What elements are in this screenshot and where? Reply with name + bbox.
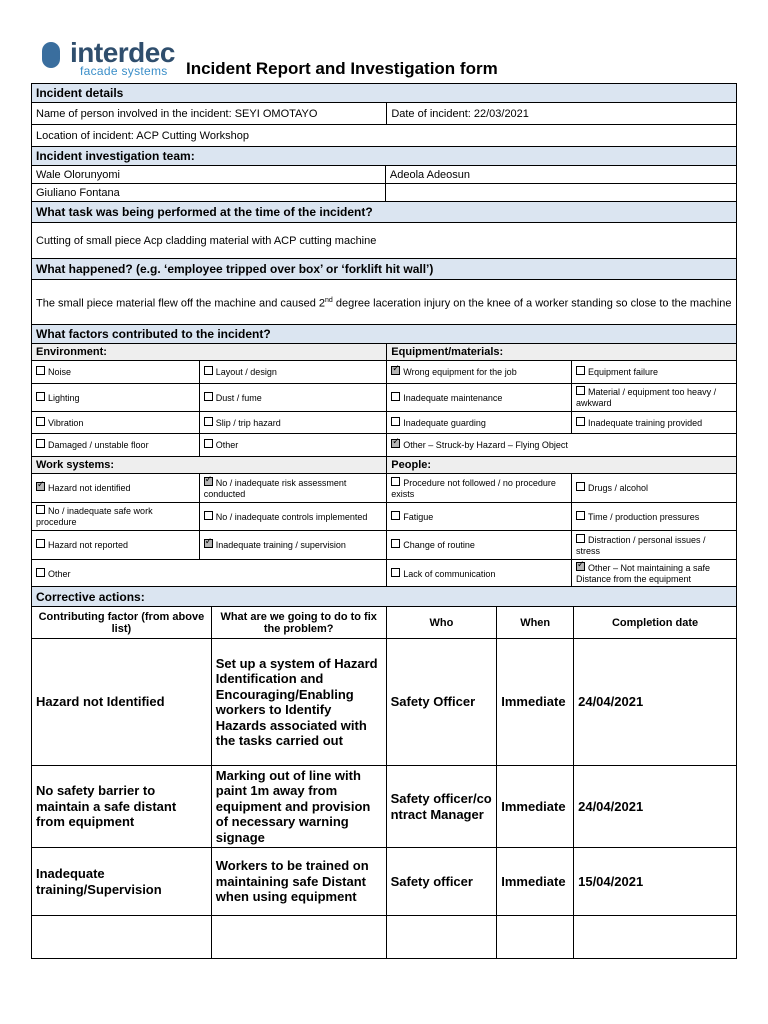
- completion-date: 15/04/2021: [574, 848, 737, 916]
- factor-option-env-other[interactable]: Other: [199, 434, 387, 457]
- factor-option-work-other[interactable]: Other: [32, 560, 387, 588]
- factor-option-inadequate-training[interactable]: Inadequate training provided: [572, 412, 737, 434]
- timing: Immediate: [497, 639, 574, 766]
- column-header: Contributing factor (from above list): [32, 607, 212, 639]
- corrective-actions-table: [31, 586, 737, 959]
- logo-subtitle: facade systems: [80, 64, 168, 78]
- checkbox-icon[interactable]: [204, 511, 213, 520]
- factor-option-wrong-equipment[interactable]: ✓ Wrong equipment for the job: [387, 361, 572, 384]
- checkbox-icon[interactable]: [576, 386, 585, 395]
- completion-date: 24/04/2021: [574, 639, 737, 766]
- factor-option-dust[interactable]: Dust / fume: [199, 384, 387, 412]
- factor-option-vibration[interactable]: Vibration: [32, 412, 200, 434]
- table-row: [32, 766, 737, 848]
- work-systems-heading: Work systems:: [32, 457, 387, 474]
- responsible-person: Safety officer/contract Manager: [386, 766, 497, 848]
- factor-option-safe-work-procedure[interactable]: No / inadequate safe work procedure: [32, 503, 200, 531]
- contributing-factor: No safety barrier to maintain a safe distant from equipment: [32, 766, 212, 848]
- incident-date: Date of incident: 22/03/2021: [387, 103, 737, 125]
- equipment-heading: Equipment/materials:: [387, 344, 737, 361]
- factor-option-equipment-other[interactable]: ✓ Other – Struck-by Hazard – Flying Object: [387, 434, 737, 457]
- person-involved: Name of person involved in the incident: SEYI OMOTAYO: [32, 103, 387, 125]
- checkbox-icon[interactable]: [391, 511, 400, 520]
- column-header: What are we going to do to fix the problem?: [211, 607, 386, 639]
- factor-option-inadequate-supervision[interactable]: ✓ Inadequate training / supervision: [199, 531, 387, 560]
- checkbox-icon[interactable]: [576, 482, 585, 491]
- factor-option-controls[interactable]: No / inadequate controls implemented: [199, 503, 387, 531]
- factor-option-noise[interactable]: Noise: [32, 361, 200, 384]
- checkbox-icon[interactable]: [204, 392, 213, 401]
- team-member: Wale Olorunyomi: [32, 166, 386, 184]
- company-logo: [42, 37, 188, 78]
- checked-checkbox-icon[interactable]: [204, 477, 213, 486]
- checkbox-icon[interactable]: [36, 366, 45, 375]
- corrective-heading: Corrective actions:: [32, 587, 737, 607]
- table-row-empty: [32, 916, 737, 959]
- column-header: Completion date: [574, 607, 737, 639]
- factor-option-drugs[interactable]: Drugs / alcohol: [572, 474, 737, 503]
- document-title: Incident Report and Investigation form: [186, 59, 498, 78]
- checkbox-icon[interactable]: [576, 511, 585, 520]
- what-happened-heading: What happened? (e.g. ‘employee tripped over box’ or ‘forklift hit wall’): [32, 259, 737, 280]
- completion-date: 24/04/2021: [574, 766, 737, 848]
- checked-checkbox-icon[interactable]: [204, 539, 213, 548]
- task-heading: What task was being performed at the time of the incident?: [32, 202, 737, 223]
- checkbox-icon[interactable]: [204, 439, 213, 448]
- factors-table: [31, 324, 737, 588]
- factor-option-distraction[interactable]: Distraction / personal issues / stress: [572, 531, 737, 560]
- factor-option-change-routine[interactable]: Change of routine: [387, 531, 572, 560]
- investigation-team-table: [31, 146, 737, 202]
- checkbox-icon[interactable]: [391, 392, 400, 401]
- checked-checkbox-icon[interactable]: [391, 439, 400, 448]
- checkbox-icon[interactable]: [391, 417, 400, 426]
- team-member: Adeola Adeosun: [385, 166, 736, 184]
- factor-option-lack-communication[interactable]: Lack of communication: [387, 560, 572, 588]
- corrective-action: Workers to be trained on maintaining safe Distant when using equipment: [211, 848, 386, 916]
- environment-heading: Environment:: [32, 344, 387, 361]
- checkbox-icon[interactable]: [204, 366, 213, 375]
- column-header: Who: [386, 607, 497, 639]
- corrective-action: Marking out of line with paint 1m away from equipment and provision of necessary warning signage: [211, 766, 386, 848]
- factor-option-too-heavy[interactable]: Material / equipment too heavy / awkward: [572, 384, 737, 412]
- responsible-person: Safety officer: [386, 848, 497, 916]
- factor-option-risk-assessment[interactable]: ✓No / inadequate risk assessment conducted: [199, 474, 387, 503]
- timing: Immediate: [497, 766, 574, 848]
- factor-option-equipment-failure[interactable]: Equipment failure: [572, 361, 737, 384]
- checkbox-icon[interactable]: [36, 439, 45, 448]
- factor-option-lighting[interactable]: Lighting: [32, 384, 200, 412]
- factor-option-layout[interactable]: Layout / design: [199, 361, 387, 384]
- task-answer: Cutting of small piece Acp cladding material with ACP cutting machine: [32, 223, 737, 259]
- checkbox-icon[interactable]: [576, 417, 585, 426]
- table-row: [32, 639, 737, 766]
- checkbox-icon[interactable]: [391, 568, 400, 577]
- factor-option-inadequate-maintenance[interactable]: Inadequate maintenance: [387, 384, 572, 412]
- checkbox-icon[interactable]: [576, 366, 585, 375]
- factor-option-slip[interactable]: Slip / trip hazard: [199, 412, 387, 434]
- factor-option-procedure-not-followed[interactable]: Procedure not followed / no procedure exists: [387, 474, 572, 503]
- timing: Immediate: [497, 848, 574, 916]
- incident-location: Location of incident: ACP Cutting Workshop: [32, 125, 737, 147]
- checkbox-icon[interactable]: [391, 539, 400, 548]
- checkbox-icon[interactable]: [391, 477, 400, 486]
- factor-option-time-pressure[interactable]: Time / production pressures: [572, 503, 737, 531]
- corrective-action: Set up a system of Hazard Identification and Encouraging/Enabling workers to Identify Hazards associated with the tasks carried out: [211, 639, 386, 766]
- logo-brand: interdec: [70, 37, 175, 68]
- checkbox-icon[interactable]: [36, 568, 45, 577]
- factor-option-fatigue[interactable]: Fatigue: [387, 503, 572, 531]
- responsible-person: Safety Officer: [386, 639, 497, 766]
- incident-details-heading: Incident details: [32, 84, 737, 103]
- checked-checkbox-icon[interactable]: [36, 482, 45, 491]
- team-heading: Incident investigation team:: [32, 147, 737, 166]
- column-header: When: [497, 607, 574, 639]
- logo-mark-icon: [42, 42, 60, 68]
- checkbox-icon[interactable]: [576, 534, 585, 543]
- checked-checkbox-icon[interactable]: [576, 562, 585, 571]
- checkbox-icon[interactable]: [36, 539, 45, 548]
- checkbox-icon[interactable]: [36, 392, 45, 401]
- task-table: [31, 201, 737, 325]
- table-row: [32, 848, 737, 916]
- checkbox-icon[interactable]: [204, 417, 213, 426]
- what-happened-answer: The small piece material flew off the machine and caused 2nd degree laceration injury on the knee of a worker standing so close to the machine: [32, 280, 737, 325]
- people-heading: People:: [387, 457, 737, 474]
- checkbox-icon[interactable]: [36, 505, 45, 514]
- factors-heading: What factors contributed to the incident?: [32, 325, 737, 344]
- factor-option-inadequate-guarding[interactable]: Inadequate guarding: [387, 412, 572, 434]
- factor-option-hazard-not-identified[interactable]: ✓Hazard not identified: [32, 474, 200, 503]
- factor-option-damaged-floor[interactable]: Damaged / unstable floor: [32, 434, 200, 457]
- factor-option-people-other[interactable]: ✓Other – Not maintaining a safe Distance from the equipment: [572, 560, 737, 588]
- contributing-factor: Inadequate training/Supervision: [32, 848, 212, 916]
- factor-option-hazard-not-reported[interactable]: Hazard not reported: [32, 531, 200, 560]
- checked-checkbox-icon[interactable]: [391, 366, 400, 375]
- team-member: Giuliano Fontana: [32, 184, 386, 202]
- checkbox-icon[interactable]: [36, 417, 45, 426]
- contributing-factor: Hazard not Identified: [32, 639, 212, 766]
- incident-details-table: [31, 83, 737, 147]
